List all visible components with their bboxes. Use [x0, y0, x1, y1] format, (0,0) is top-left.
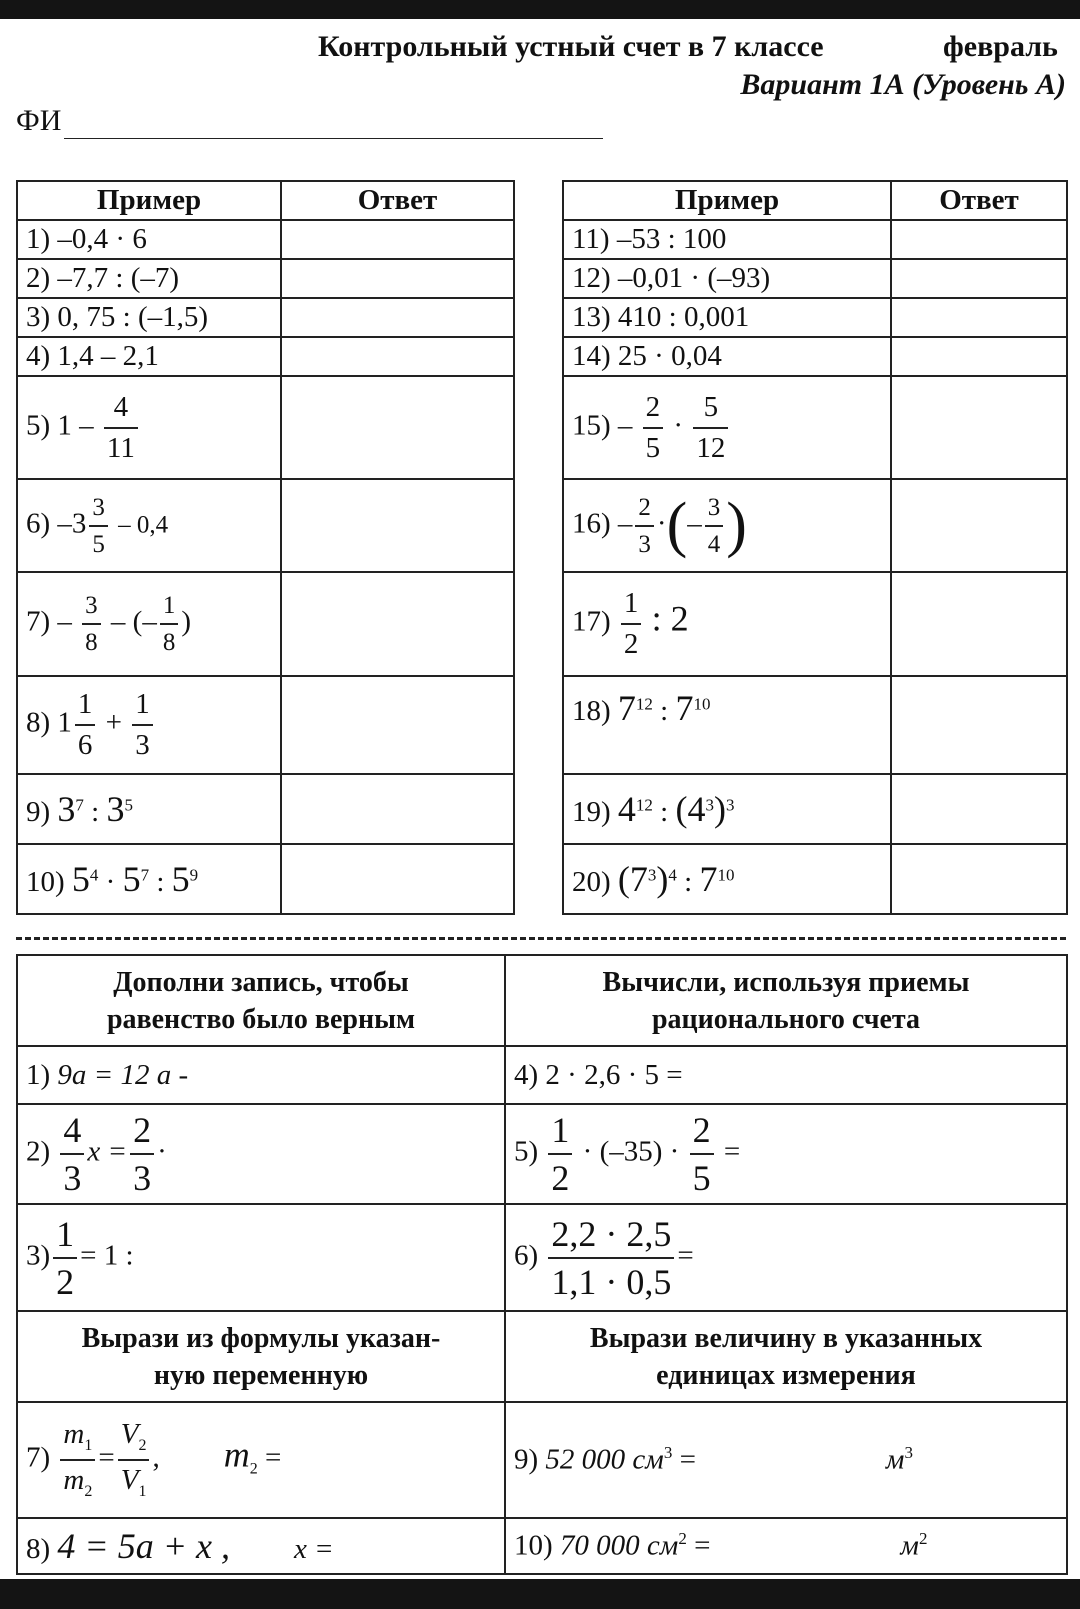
example-19: [563, 774, 891, 844]
example-number: 9): [26, 796, 51, 828]
exponent: 12: [635, 694, 653, 714]
section-header-compute: Вычисли, используя приемы рационального счета: [505, 955, 1067, 1046]
operator: ·: [656, 507, 667, 540]
right-paren: ): [656, 859, 669, 899]
task-9[interactable]: 9) 52 000 $см^3 = м^3$: [505, 1402, 1067, 1518]
example-15: [563, 376, 891, 479]
equals-sign: =: [679, 1443, 696, 1476]
example-number: 6) –3: [26, 507, 87, 540]
task-1[interactable]: [17, 1046, 505, 1104]
example-9: [17, 774, 281, 844]
base: 5: [171, 859, 190, 899]
answer-cell-15[interactable]: [891, 376, 1067, 479]
numerator: 5: [693, 391, 728, 429]
answer-cell-9[interactable]: [281, 774, 514, 844]
operator: ·: [105, 866, 116, 898]
denominator: 5: [692, 1158, 711, 1198]
answer-cell-5[interactable]: [281, 376, 514, 479]
denominator: 8: [162, 629, 176, 656]
base: 4: [687, 789, 706, 829]
numerator: 3: [705, 493, 724, 527]
task-6[interactable]: [505, 1204, 1067, 1311]
exponent: 10: [693, 694, 711, 714]
base: 7: [699, 859, 718, 899]
numerator: 2: [643, 391, 664, 429]
denominator: 3: [135, 729, 150, 761]
example-11: 11) –53 : 100: [563, 220, 891, 259]
example-1: 1) –0,4 · 6: [17, 220, 281, 259]
task-7[interactable]: 7) $\frac{m_1}{m_2}$ = $\frac{V_2}{V_1}$ , $m_2$ =: [17, 1402, 505, 1518]
task-3[interactable]: [17, 1204, 505, 1311]
task-number: 2): [26, 1135, 51, 1168]
task-expression: 9a = 12 a -: [57, 1058, 189, 1091]
operator: ·: [157, 1135, 167, 1168]
denominator: 2: [551, 1158, 570, 1198]
worksheet-title: Контрольный устный счет в 7 классе: [318, 30, 824, 63]
section-header-units: Вырази величину в указанных единицах измерения: [505, 1311, 1067, 1402]
variable: V: [120, 1464, 139, 1496]
base: 5: [71, 859, 90, 899]
task-expression: · (–35) ·: [582, 1135, 680, 1168]
denominator: 8: [85, 629, 98, 656]
equals-sign: =: [694, 1529, 711, 1562]
numerator: 1: [53, 1214, 77, 1259]
left-paren: (: [666, 490, 688, 559]
task-number: 6): [514, 1239, 539, 1272]
task-number: 7): [26, 1441, 51, 1474]
example-13: 13) 410 : 0,001: [563, 298, 891, 337]
numerator: 2,2 · 2,5: [548, 1214, 674, 1259]
denominator: 3: [63, 1158, 82, 1198]
name-line: [64, 138, 603, 139]
operator: – (–: [110, 605, 157, 638]
base: 5: [122, 859, 141, 899]
base: 7: [675, 688, 694, 728]
answer-cell-11[interactable]: [891, 220, 1067, 259]
numerator: 1: [548, 1110, 572, 1155]
answer-cell-14[interactable]: [891, 337, 1067, 376]
left-paren: (: [675, 789, 688, 829]
task-4[interactable]: 4) 2 · 2,6 · 5 =: [505, 1046, 1067, 1104]
variable: m: [63, 1464, 85, 1496]
example-17: [563, 572, 891, 676]
denominator: 4: [707, 530, 721, 558]
task-expression: = 1 :: [80, 1239, 134, 1272]
cut-line: [16, 937, 1066, 940]
quantity: 52 000 см: [545, 1443, 664, 1476]
task-expression: x =: [87, 1135, 128, 1168]
worksheet-variant: Вариант 1А (Уровень А): [740, 68, 1066, 101]
base: 4: [617, 789, 636, 829]
exponent: 9: [189, 865, 199, 885]
example-8: [17, 676, 281, 774]
denominator: 12: [696, 431, 726, 464]
denominator: 5: [645, 431, 661, 464]
exponent: 5: [124, 795, 133, 815]
equals-sign: =: [98, 1441, 115, 1474]
worksheet-month: февраль: [943, 30, 1058, 63]
equals-sign: =: [723, 1135, 741, 1168]
numerator: 1: [75, 688, 96, 726]
exponent: 7: [75, 795, 84, 815]
base: 3: [57, 789, 76, 829]
operator: :: [660, 796, 669, 828]
target-variable: x =: [294, 1533, 334, 1565]
example-number: 8) 1: [26, 706, 72, 739]
task-number: 10): [514, 1529, 553, 1562]
exponent: 4: [668, 865, 677, 885]
equals-sign: =: [264, 1441, 282, 1474]
example-number: 16) –: [572, 507, 633, 540]
example-14: 14) 25 · 0,04: [563, 337, 891, 376]
operator: :: [684, 866, 693, 898]
operator: :: [156, 866, 165, 898]
numerator: 1: [132, 688, 153, 726]
example-2: 2) –7,7 : (–7): [17, 259, 281, 298]
minus-sign: –: [687, 507, 702, 540]
answer-cell-8[interactable]: [281, 676, 514, 774]
denominator: 3: [638, 530, 651, 558]
example-number: 17): [572, 605, 611, 638]
operator: :: [660, 695, 669, 727]
exponent: 3: [647, 865, 657, 885]
denominator: 2: [623, 628, 639, 660]
column-example: Пример: [17, 181, 281, 220]
examples-table-left: [16, 180, 515, 915]
target-variable: m: [223, 1434, 250, 1475]
exponent: 7: [140, 865, 150, 885]
paren: ): [181, 605, 192, 638]
task-expression: 4 = 5a + x ,: [57, 1526, 230, 1566]
example-number: 5) 1 –: [26, 409, 94, 442]
variable: V: [120, 1418, 139, 1451]
example-5: [17, 376, 281, 479]
task-number: 3): [26, 1239, 51, 1272]
name-label: ФИ: [16, 104, 62, 137]
task-number: 5): [514, 1135, 539, 1168]
variable: m: [63, 1418, 85, 1451]
operator: ·: [673, 409, 684, 442]
task-10[interactable]: 10) 70 000 $см^2 = м^2$: [505, 1518, 1067, 1574]
numerator: 4: [104, 391, 138, 429]
operator: :: [91, 796, 100, 828]
answer-cell-13[interactable]: [891, 298, 1067, 337]
example-16: [563, 479, 891, 572]
example-18: [563, 676, 891, 774]
exponent: 12: [635, 795, 653, 815]
example-number: 15) –: [572, 409, 633, 442]
answer-cell-6[interactable]: [281, 479, 514, 572]
operator: +: [105, 706, 123, 739]
example-number: 20): [572, 866, 611, 898]
example-number: 18): [572, 695, 611, 727]
target-unit: м: [900, 1529, 919, 1562]
answer-cell-1[interactable]: [281, 220, 514, 259]
task-5[interactable]: [505, 1104, 1067, 1204]
tasks-table: [16, 954, 1068, 1575]
example-number: 19): [572, 796, 611, 828]
target-unit: м: [885, 1443, 905, 1476]
numerator: 3: [89, 493, 108, 527]
right-paren: ): [713, 789, 726, 829]
answer-cell-18[interactable]: [891, 676, 1067, 774]
denominator: 1,1 · 0,5: [551, 1261, 672, 1302]
answer-cell-17[interactable]: [891, 572, 1067, 676]
exponent: 4: [89, 865, 99, 885]
answer-cell-2[interactable]: [281, 259, 514, 298]
quantity: 70 000 см: [559, 1529, 679, 1562]
exponent: 10: [717, 865, 735, 885]
base: 3: [106, 789, 125, 829]
answer-cell-20[interactable]: [891, 844, 1067, 914]
task-8[interactable]: [17, 1518, 505, 1574]
answer-cell-3[interactable]: [281, 298, 514, 337]
section-header-formula: Вырази из формулы указан- ную переменную: [17, 1311, 505, 1402]
column-answer: Ответ: [891, 181, 1067, 220]
denominator: 6: [77, 729, 93, 761]
numerator: 2: [690, 1110, 714, 1155]
answer-cell-10[interactable]: [281, 844, 514, 914]
task-number: 1): [26, 1058, 51, 1091]
denominator: 2: [56, 1261, 75, 1302]
example-number: 7) –: [26, 605, 72, 638]
numerator: 1: [160, 591, 179, 625]
right-paren: ): [726, 490, 747, 559]
base: 7: [617, 688, 636, 728]
answer-cell-4[interactable]: [281, 337, 514, 376]
example-4: 4) 1,4 – 2,1: [17, 337, 281, 376]
task-number: 8): [26, 1533, 51, 1565]
example-6: [17, 479, 281, 572]
denominator: 5: [92, 530, 105, 558]
numerator: 2: [130, 1110, 154, 1155]
denominator: 11: [106, 431, 135, 464]
numerator: 2: [635, 493, 654, 527]
top-frame: [0, 0, 1080, 19]
answer-cell-7[interactable]: [281, 572, 514, 676]
expression-rest: : 2: [651, 598, 689, 639]
exponent: 3: [705, 795, 714, 815]
numerator: 4: [60, 1110, 84, 1155]
example-10: [17, 844, 281, 914]
examples-table-right: [562, 180, 1068, 915]
bottom-frame: [0, 1579, 1080, 1609]
example-12: 12) –0,01 · (–93): [563, 259, 891, 298]
section-header-complete: Дополни запись, чтобы равенство было верным: [17, 955, 505, 1046]
answer-cell-19[interactable]: [891, 774, 1067, 844]
task-2[interactable]: [17, 1104, 505, 1204]
answer-cell-12[interactable]: [891, 259, 1067, 298]
example-number: 10): [26, 866, 65, 898]
answer-cell-16[interactable]: [891, 479, 1067, 572]
numerator: 3: [82, 591, 101, 625]
exponent: 3: [725, 795, 735, 815]
example-7: [17, 572, 281, 676]
example-3: 3) 0, 75 : (–1,5): [17, 298, 281, 337]
left-paren: (: [617, 859, 630, 899]
expression-rest: – 0,4: [118, 511, 169, 539]
equals-sign: =: [677, 1239, 694, 1272]
example-20: [563, 844, 891, 914]
base: 7: [629, 859, 648, 899]
task-number: 9): [514, 1443, 539, 1476]
column-example: Пример: [563, 181, 891, 220]
column-answer: Ответ: [281, 181, 514, 220]
denominator: 3: [133, 1158, 152, 1198]
numerator: 1: [621, 587, 642, 625]
